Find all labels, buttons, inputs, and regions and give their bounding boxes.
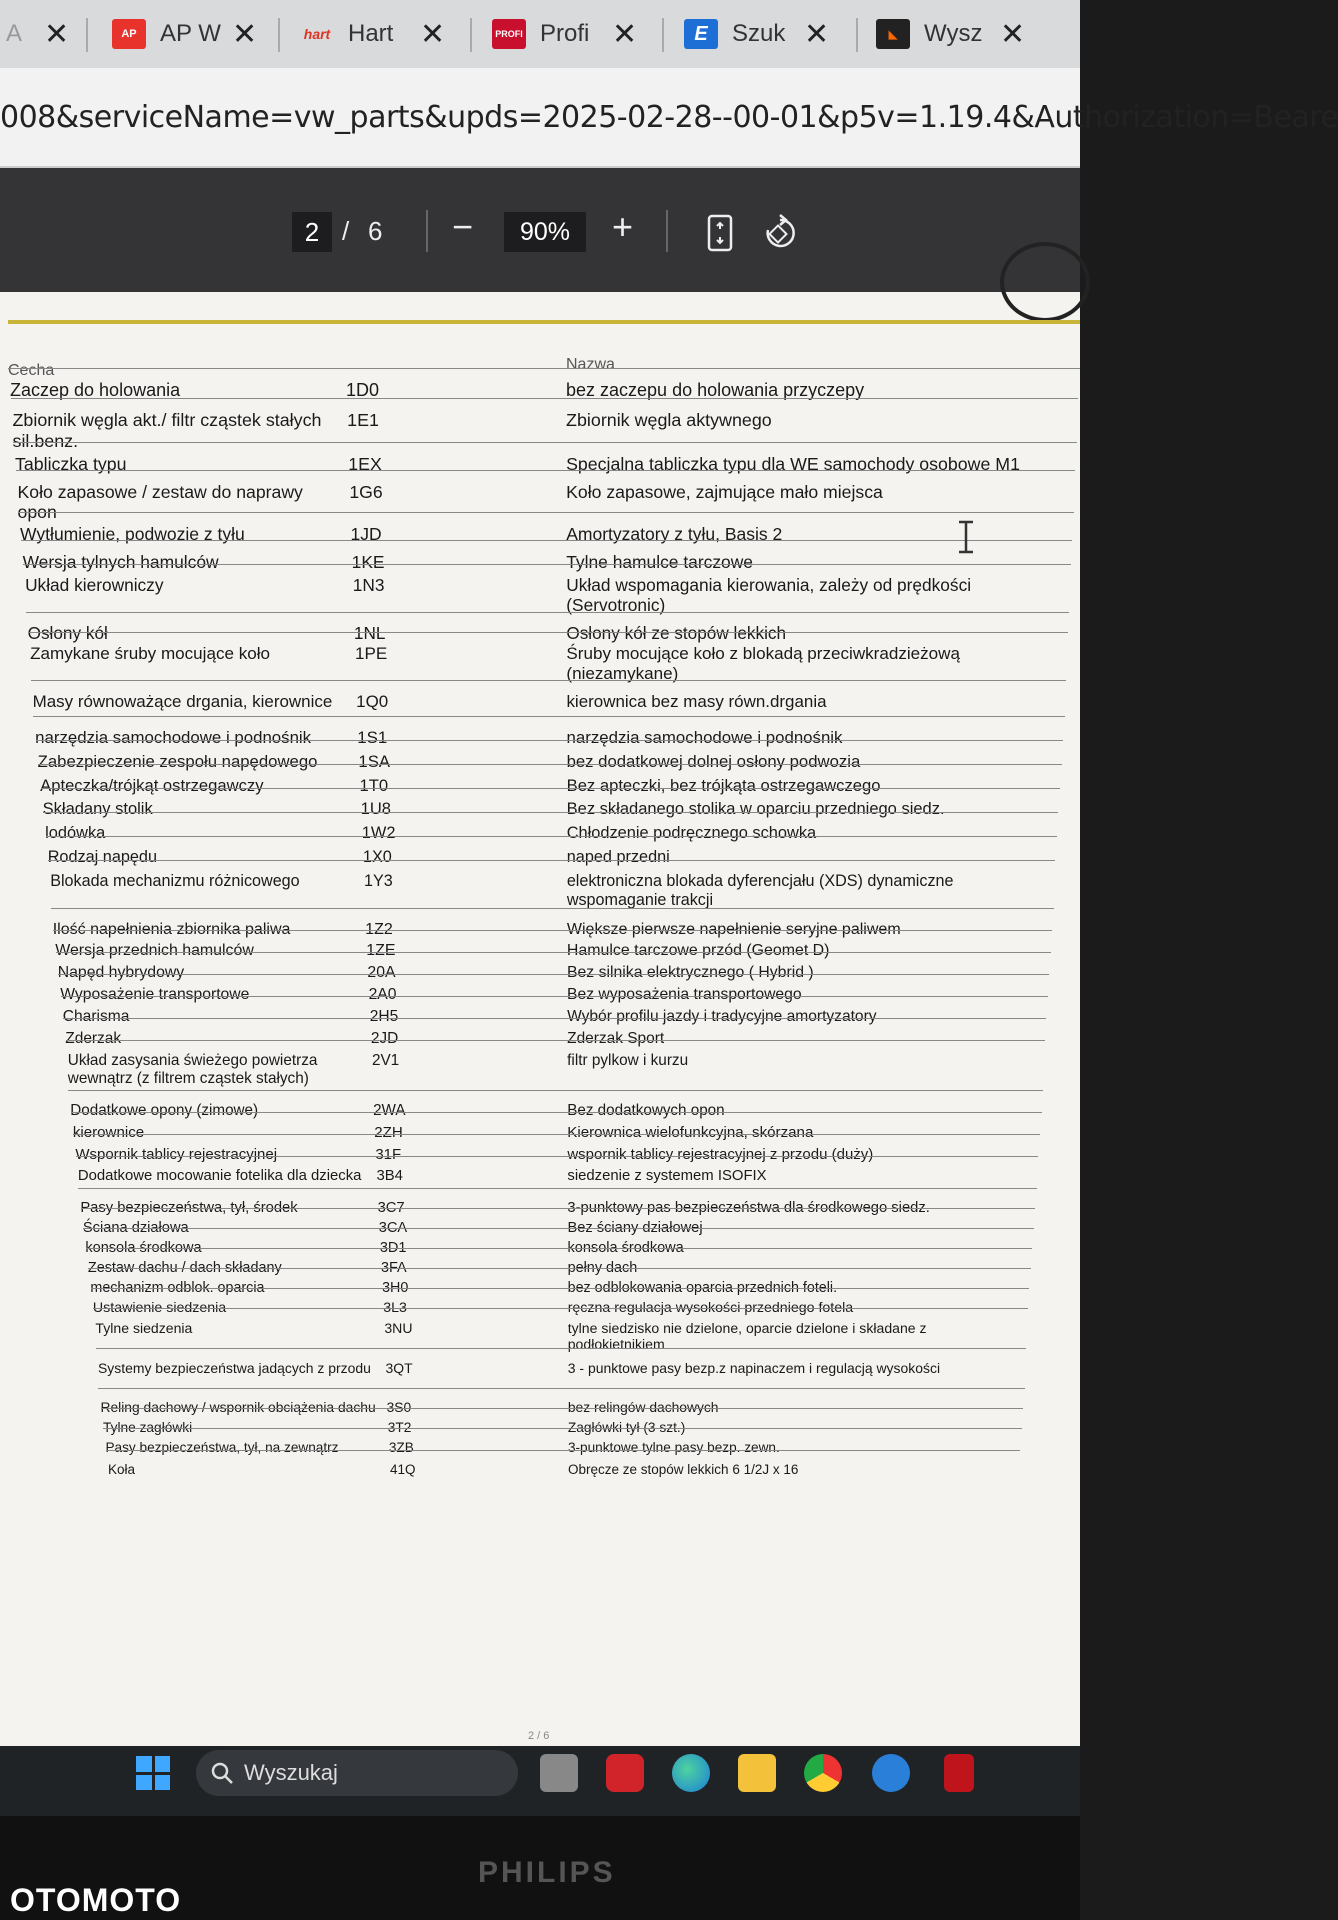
row-name: Kierownica wielofunkcyjna, skórzana bbox=[567, 1124, 814, 1141]
row-code: 31F bbox=[375, 1146, 402, 1163]
table-row-divider bbox=[88, 1268, 1030, 1269]
row-code: 1X0 bbox=[362, 848, 392, 866]
ap-favicon-icon: AP bbox=[112, 19, 146, 49]
row-feature: Tylne zagłówki bbox=[102, 1420, 193, 1435]
row-name: Większe pierwsze napełnienie seryjne paliwem bbox=[566, 920, 901, 938]
row-code: 1S1 bbox=[357, 728, 388, 747]
row-name: Bez dodatkowych opon bbox=[567, 1102, 725, 1119]
row-name: Amortyzatory z tyłu, Basis 2 bbox=[566, 524, 783, 544]
row-code: 2WA bbox=[373, 1102, 406, 1119]
row-name: Układ wspomagania kierowania, zależy od prędkości (Servotronic) bbox=[566, 575, 972, 615]
row-feature: Blokada mechanizmu różnicowego bbox=[50, 872, 300, 890]
row-feature: Układ kierowniczy bbox=[25, 575, 164, 595]
search-icon bbox=[210, 1761, 234, 1785]
row-name: Osłony kół ze stopów lekkich bbox=[566, 623, 787, 643]
close-tab-icon[interactable]: ✕ bbox=[44, 17, 70, 51]
row-name: elektroniczna blokada dyferencjału (XDS) dynamiczne wspomaganie trakcji bbox=[566, 872, 954, 909]
row-feature: Tylne siedzenia bbox=[95, 1320, 193, 1336]
row-name: Zderzak Sport bbox=[567, 1030, 665, 1047]
table-row-divider bbox=[26, 612, 1070, 613]
row-feature: Wersja przednich hamulców bbox=[55, 942, 254, 959]
table-row-divider bbox=[63, 1018, 1046, 1019]
row-name: bez odblokowania oparcia przednich foteli. bbox=[567, 1280, 838, 1296]
row-feature: Zbiornik węgla akt./ filtr cząstek stałych sil.benz. bbox=[12, 410, 322, 451]
row-name: konsola środkowa bbox=[567, 1240, 684, 1256]
row-code: 3T2 bbox=[387, 1420, 412, 1435]
table-row-divider bbox=[83, 1228, 1033, 1229]
row-name: bez relingów dachowych bbox=[567, 1399, 719, 1415]
row-feature: Koło zapasowe / zestaw do naprawy opon bbox=[17, 482, 303, 523]
row-code: 3H0 bbox=[382, 1280, 409, 1296]
row-feature: Rodzaj napędu bbox=[47, 848, 158, 866]
row-name: Bez wyposażenia transportowego bbox=[567, 986, 802, 1003]
table-row-divider bbox=[58, 974, 1049, 975]
row-code: 1ZE bbox=[366, 942, 396, 959]
row-code: 1Z2 bbox=[365, 920, 393, 938]
table-row-divider bbox=[76, 1156, 1039, 1157]
table-row-divider bbox=[36, 740, 1063, 741]
table-row-divider bbox=[106, 1450, 1020, 1451]
row-name: pełny dach bbox=[567, 1260, 638, 1276]
row-name: Bez apteczki, bez trójkąta ostrzegawczego bbox=[566, 776, 881, 795]
row-name: narzędzia samochodowe i podnośnik bbox=[566, 728, 843, 747]
current-page-input[interactable]: 2 bbox=[292, 212, 332, 252]
row-feature: Masy równoważące drgania, kierownice bbox=[32, 692, 333, 711]
row-feature: Składany stolik bbox=[42, 800, 153, 818]
close-tab-icon[interactable]: ✕ bbox=[804, 17, 830, 51]
row-code: 1Q0 bbox=[356, 692, 389, 711]
row-code: 2H5 bbox=[369, 1008, 399, 1025]
row-feature: Charisma bbox=[62, 1008, 130, 1025]
taskbar bbox=[0, 1746, 1080, 1816]
row-code: 3L3 bbox=[383, 1300, 407, 1316]
total-pages: 6 bbox=[368, 216, 383, 246]
close-tab-icon[interactable]: ✕ bbox=[612, 17, 638, 51]
row-code: 41Q bbox=[390, 1462, 416, 1477]
row-feature: Pasy bezpieczeństwa, tył, na zewnątrz bbox=[105, 1440, 339, 1455]
row-feature: Systemy bezpieczeństwa jadących z przodu bbox=[97, 1360, 371, 1376]
fit-page-icon[interactable] bbox=[706, 214, 734, 252]
table-row-divider bbox=[8, 368, 1080, 369]
browser-tab[interactable]: E Szuk ✕ bbox=[684, 8, 788, 60]
row-code: 1Y3 bbox=[364, 872, 393, 890]
row-feature: Zamykane śruby mocujące koło bbox=[30, 644, 271, 663]
row-feature: Dodatkowe mocowanie fotelika dla dziecka bbox=[77, 1168, 362, 1184]
row-code: 1W2 bbox=[361, 824, 396, 842]
table-row-divider bbox=[11, 398, 1079, 399]
table-row-divider bbox=[98, 1388, 1024, 1389]
row-code: 1JD bbox=[350, 524, 382, 544]
row-name: Specjalna tabliczka typu dla WE samochody osobowe M1 bbox=[566, 454, 1020, 474]
table-row-divider bbox=[31, 680, 1067, 681]
row-feature: Wytłumienie, podwozie z tyłu bbox=[20, 524, 245, 544]
table-row-divider bbox=[73, 1134, 1040, 1135]
row-code: 2A0 bbox=[368, 986, 397, 1003]
row-feature: mechanizm odblok. oparcia bbox=[90, 1280, 265, 1296]
e-favicon-icon: E bbox=[684, 19, 718, 49]
table-row-divider bbox=[21, 540, 1073, 541]
table-row-divider bbox=[16, 470, 1076, 471]
column-header-feature: Cecha bbox=[8, 362, 55, 379]
table-row-divider bbox=[101, 1408, 1023, 1409]
row-code: 2V1 bbox=[371, 1052, 400, 1069]
pdf-page bbox=[0, 292, 1080, 1746]
row-feature: Dodatkowe opony (zimowe) bbox=[70, 1102, 259, 1119]
row-name: bez dodatkowej dolnej osłony podwozia bbox=[566, 752, 861, 771]
row-name: 3-punktowy pas bezpieczeństwa dla środkowego siedz. bbox=[567, 1200, 930, 1216]
table-row-divider bbox=[91, 1288, 1029, 1289]
row-feature: Pasy bezpieczeństwa, tył, środek bbox=[80, 1200, 298, 1216]
file-explorer-icon[interactable] bbox=[738, 1754, 776, 1792]
row-feature: Ściana działowa bbox=[82, 1220, 189, 1236]
app-red-small-icon[interactable] bbox=[944, 1754, 974, 1792]
row-name: Zbiornik węgla aktywnego bbox=[566, 410, 772, 430]
header-rule bbox=[8, 320, 1080, 324]
row-name: kierownica bez masy równ.drgania bbox=[566, 692, 827, 711]
row-feature: Tabliczka typu bbox=[15, 454, 127, 474]
row-code: 1KE bbox=[351, 552, 385, 572]
profi-favicon-icon: PROFI bbox=[492, 19, 526, 49]
row-feature: narzędzia samochodowe i podnośnik bbox=[35, 728, 312, 747]
row-code: 1D0 bbox=[346, 380, 380, 400]
row-code: 1PE bbox=[355, 644, 388, 663]
row-feature: Zestaw dachu / dach składany bbox=[87, 1260, 282, 1276]
row-code: 2JD bbox=[370, 1030, 399, 1047]
row-code: 3S0 bbox=[386, 1399, 412, 1415]
table-row-divider bbox=[103, 1428, 1021, 1429]
row-feature: Koła bbox=[108, 1462, 136, 1477]
close-tab-icon[interactable]: ✕ bbox=[1000, 17, 1026, 51]
table-row-divider bbox=[86, 1248, 1032, 1249]
browser-tab[interactable]: ◣ Wysz ✕ bbox=[876, 8, 980, 60]
address-bar[interactable] bbox=[0, 68, 1338, 168]
table-row-divider bbox=[66, 1040, 1045, 1041]
row-feature: konsola środkowa bbox=[85, 1240, 202, 1256]
row-code: 3B4 bbox=[376, 1168, 403, 1184]
row-name: siedzenie z systemem ISOFIX bbox=[567, 1168, 767, 1184]
row-name: 3 - punktowe pasy bezp.z napinaczem i regulacją wysokości bbox=[567, 1360, 941, 1376]
taskbar-search[interactable]: Wyszukaj bbox=[196, 1750, 518, 1796]
browser-tab[interactable]: AP AP W ✕ bbox=[112, 8, 220, 60]
row-feature: Apteczka/trójkąt ostrzegawczy bbox=[40, 776, 264, 795]
table-row-divider bbox=[53, 930, 1052, 931]
zoom-out-button[interactable]: − bbox=[452, 206, 474, 247]
row-name: Tylne hamulce tarczowe bbox=[566, 552, 753, 572]
browser-tab-bar bbox=[0, 0, 1080, 68]
row-name: Zagłówki tył (3 szt.) bbox=[567, 1420, 686, 1435]
app-blue-icon[interactable] bbox=[872, 1754, 910, 1792]
row-code: 2ZH bbox=[374, 1124, 403, 1141]
table-row-divider bbox=[56, 952, 1051, 953]
row-code: 3FA bbox=[380, 1260, 407, 1276]
table-row-divider bbox=[61, 996, 1048, 997]
app-red-icon[interactable] bbox=[606, 1754, 644, 1792]
close-tab-icon[interactable]: ✕ bbox=[232, 17, 258, 51]
row-feature: Wersja tylnych hamulców bbox=[22, 552, 219, 572]
monitor-brand: PHILIPS bbox=[478, 1856, 616, 1889]
column-header-name: Nazwa bbox=[566, 356, 615, 373]
hart-favicon-icon: hart bbox=[303, 26, 331, 42]
row-feature: Reling dachowy / wspornik obciążenia dachu bbox=[100, 1399, 376, 1415]
task-view-icon[interactable] bbox=[540, 1754, 578, 1792]
row-name: Bez ściany działowej bbox=[567, 1220, 703, 1236]
row-code: 1G6 bbox=[349, 482, 383, 502]
rotate-icon[interactable] bbox=[762, 214, 798, 252]
table-row-divider bbox=[48, 860, 1055, 861]
row-name: Bez składanego stolika w oparciu przedniego siedz. bbox=[566, 800, 945, 818]
table-row-divider bbox=[81, 1208, 1036, 1209]
table-row-divider bbox=[96, 1348, 1026, 1349]
close-tab-icon[interactable]: ✕ bbox=[420, 17, 446, 51]
vw-logo-icon bbox=[1000, 242, 1090, 322]
zoom-level[interactable]: 90% bbox=[504, 212, 586, 252]
browser-tab[interactable]: PROFI Profi ✕ bbox=[492, 8, 596, 60]
row-feature: Wspornik tablicy rejestracyjnej bbox=[75, 1146, 278, 1163]
table-row-divider bbox=[51, 908, 1054, 909]
windows-start-icon[interactable] bbox=[136, 1756, 170, 1790]
url-text[interactable]: 008&serviceName=vw_parts&upds=2025-02-28--00-01&p5v=1.19.4&Authorization=Beare bbox=[0, 100, 1338, 135]
table-row-divider bbox=[78, 1188, 1037, 1189]
row-name: Obręcze ze stopów lekkich 6 1/2J x 16 bbox=[568, 1462, 799, 1477]
row-name: wspornik tablicy rejestracyjnej z przodu (duży) bbox=[567, 1146, 874, 1163]
page-footer-number: 2 / 6 bbox=[528, 1730, 550, 1742]
table-row-divider bbox=[46, 836, 1057, 837]
row-feature: lodówka bbox=[45, 824, 106, 842]
row-name: Chłodzenie podręcznego schowka bbox=[566, 824, 817, 842]
table-row-divider bbox=[18, 512, 1074, 513]
row-feature: Wyposażenie transportowe bbox=[60, 986, 250, 1003]
row-code: 1SA bbox=[358, 752, 391, 771]
row-feature: Napęd hybrydowy bbox=[57, 964, 185, 981]
row-name: filtr pylkow i kurzu bbox=[567, 1052, 689, 1069]
table-row-divider bbox=[33, 716, 1064, 717]
table-row-divider bbox=[28, 632, 1068, 633]
table-row-divider bbox=[38, 764, 1061, 765]
row-name: naped przedni bbox=[566, 848, 670, 866]
row-name: bez zaczepu do holowania przyczepy bbox=[566, 380, 865, 400]
row-code: 20A bbox=[367, 964, 396, 981]
row-code: 3QT bbox=[385, 1360, 413, 1376]
row-name: Wybór profilu jazdy i tradycyjne amortyzatory bbox=[567, 1008, 877, 1025]
row-feature: Osłony kół bbox=[27, 623, 108, 643]
watermark: OTOMOTO bbox=[10, 1882, 182, 1918]
edge-icon[interactable] bbox=[672, 1754, 710, 1792]
row-feature: Zderzak bbox=[65, 1030, 122, 1047]
row-code: 1NL bbox=[353, 623, 386, 643]
row-code: 3NU bbox=[384, 1320, 413, 1336]
wysz-favicon-icon: ◣ bbox=[876, 19, 910, 49]
row-feature: Ilość napełnienia zbiornika paliwa bbox=[52, 920, 291, 938]
row-code: 3ZB bbox=[388, 1440, 414, 1455]
table-row-divider bbox=[93, 1308, 1027, 1309]
table-row-divider bbox=[68, 1090, 1043, 1091]
row-code: 1N3 bbox=[352, 575, 385, 595]
row-name: Hamulce tarczowe przód (Geomet D) bbox=[566, 942, 830, 959]
row-name: 3-punktowe tylne pasy bezp. zewn. bbox=[567, 1440, 780, 1455]
table-row-divider bbox=[43, 812, 1058, 813]
row-name: ręczna regulacja wysokości przedniego fotela bbox=[567, 1300, 854, 1316]
row-name: Koło zapasowe, zajmujące mało miejsca bbox=[566, 482, 883, 502]
table-row-divider bbox=[41, 788, 1060, 789]
row-code: 3D1 bbox=[379, 1240, 407, 1256]
browser-tab[interactable]: A ✕ bbox=[6, 17, 70, 51]
row-code: 1T0 bbox=[359, 776, 389, 795]
row-code: 1U8 bbox=[360, 800, 391, 818]
row-name: tylne siedzisko nie dzielone, oparcie dzielone i składane z podłokietnikiem bbox=[567, 1320, 927, 1353]
chrome-icon[interactable] bbox=[804, 1754, 842, 1792]
row-code: 3CA bbox=[378, 1220, 408, 1236]
browser-tab[interactable]: hart Hart ✕ bbox=[300, 8, 428, 60]
row-feature: Zabezpieczenie zespołu napędowego bbox=[37, 752, 318, 771]
row-name: Bez silnika elektrycznego ( Hybrid ) bbox=[566, 964, 814, 981]
row-feature: Zaczep do holowania bbox=[10, 380, 181, 400]
table-row-divider bbox=[71, 1112, 1042, 1113]
zoom-in-button[interactable]: + bbox=[612, 206, 634, 247]
row-feature: Ustawienie siedzenia bbox=[92, 1300, 227, 1316]
table-row-divider bbox=[13, 442, 1077, 443]
row-name: Śruby mocujące koło z blokadą przeciwkradzieżową (niezamykane) bbox=[566, 644, 960, 683]
text-cursor-icon bbox=[956, 520, 976, 554]
row-code: 1E1 bbox=[347, 410, 379, 430]
row-code: 1EX bbox=[348, 454, 382, 474]
table-row-divider bbox=[23, 564, 1071, 565]
row-feature: kierownice bbox=[72, 1124, 145, 1141]
row-feature: Układ zasysania świeżego powietrza wewnątrz (z filtrem cząstek stałych) bbox=[67, 1052, 318, 1087]
row-code: 3C7 bbox=[377, 1200, 405, 1216]
pdf-toolbar: 2 / 6 − 90% + bbox=[0, 168, 1080, 292]
